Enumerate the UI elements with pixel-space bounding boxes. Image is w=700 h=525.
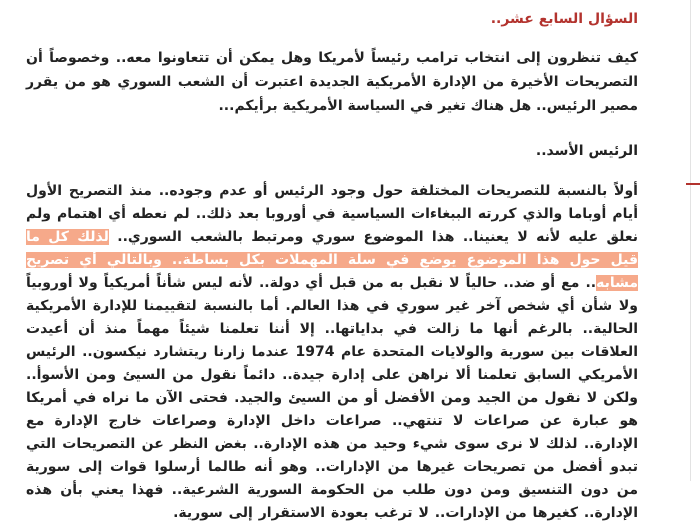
side-divider — [690, 0, 691, 481]
side-marker — [686, 183, 700, 185]
highlighted-text: لذلك كل ما قيل حول هذا الموضوع يوضع في سلة المهملات بكل بساطة.. وبالتالي أي تصريح مشابه — [26, 229, 638, 291]
answer-text — [26, 180, 638, 525]
answer-label: الرئيس الأسد.. — [535, 143, 638, 159]
question-title: السؤال السابع عشر.. — [490, 11, 638, 27]
question-text: كيف تنظرون إلى انتخاب ترامب رئيساً لأمريكا وهل يمكن أن تتعاونوا معه.. وخصوصاً أن التصريحات الأخيرة من الإدارة الأمريكية الجديدة اعتبرت أن الشعب السوري هو من يقرر مصير الرئيس.. هل هناك تغير في السياسة الأمريكية برأيكم... — [26, 50, 638, 114]
answer-text-after: .. مع أو ضد.. حالياً لا نقبل به من قبل أي دولة.. لأنه ليس شأناً أمريكياً ولا أوروبياً ولا شأن أي شخص آخر غير سوري في هذا العالم. أما بالنسبة لتقييمنا للإدارة الأمريكية الحالية.. بالرغم أنها ما زالت في بداياتها.. إلا أننا تعلمنا شيئاً مهماً منذ أن أعيدت العلاقات بين سورية والولايات المتحدة عام 1974 عندما زارنا ريتشارد نيكسون.. الرئيس الأمريكي السابق تعلمنا ألا نراهن على إدارة جيدة.. دائماً نقول من السيئ ومن الأسوأ.. ولكن لا نقول من الجيد ومن الأفضل أو من السيئ والجيد. فحتى الآن ما نراه في أمريكا هو عبارة عن صراعات لا تنتهي.. صراعات داخل الإدارة وصراعات خارج الإدارة مع الإدارة.. لذلك لا نرى سوى شيء وحيد من هذه الإدارة.. بغض النظر عن التصريحات التي تبدو أفضل من تصريحات غيرها من الإدارات.. وهو أنه طالما أرسلوا قوات إلى سورية من دون التنسيق ومن دون طلب من الحكومة السورية الشرعية.. فهذا يعني بأن هذه الإدارة.. كغيرها من الإدارات.. لا ترغب بعودة الاستقرار إلى سورية. — [26, 275, 638, 521]
answer-text-before: أولاً بالنسبة للتصريحات المختلفة حول وجود الرئيس أو عدم وجوده.. منذ التصريح الأول أيام أوباما والذي كررته الببغاءات السياسية في أوروبا بعد ذلك.. لم نعطه أي اهتمام ولم نعلق عليه لأنه لا يعنينا.. هذا الموضوع سوري ومرتبط بالشعب السوري.. — [26, 183, 639, 245]
